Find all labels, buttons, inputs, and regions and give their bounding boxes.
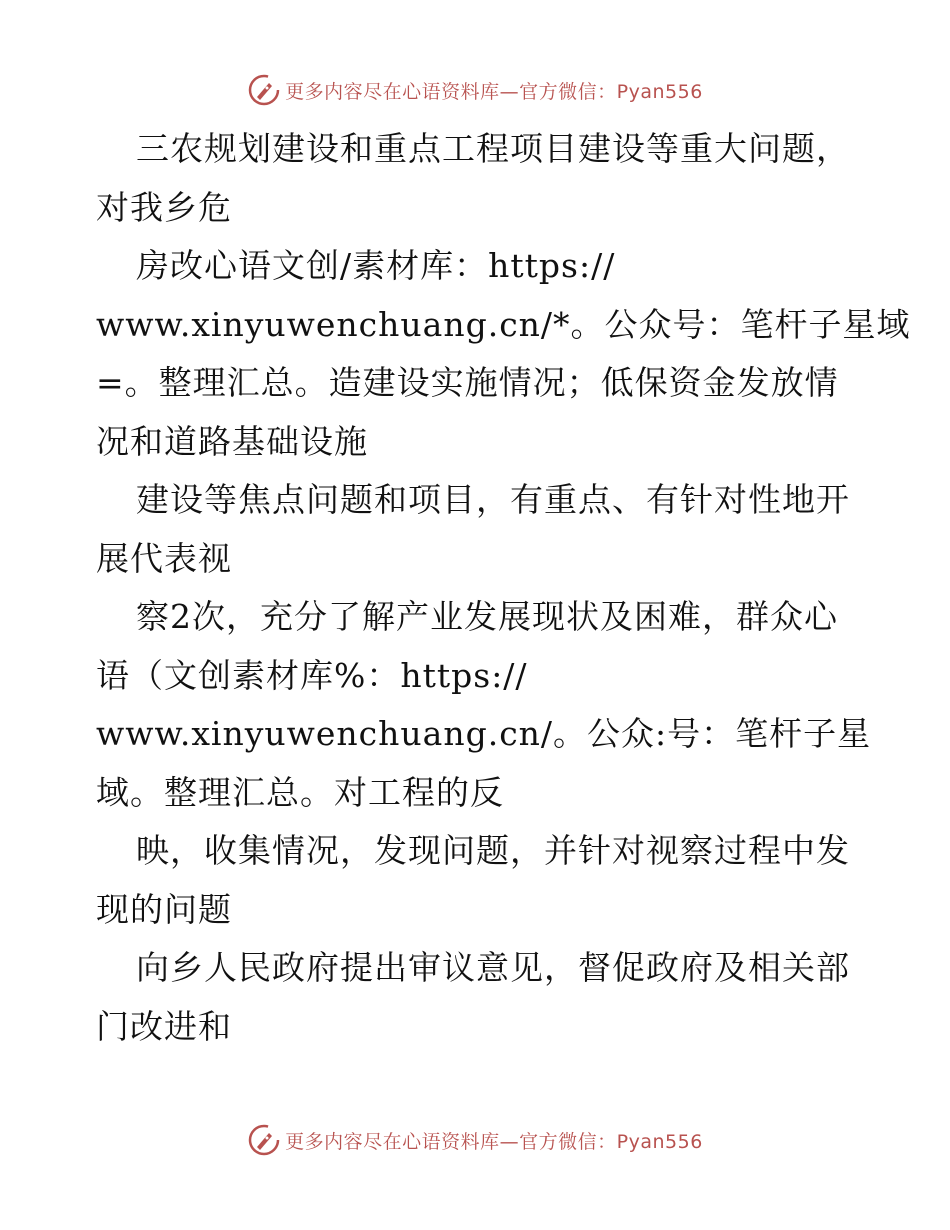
text-line: 察2次，充分了解产业发展现状及困难，群众心	[136, 597, 838, 636]
text-line: 三农规划建设和重点工程项目建设等重大问题，	[136, 129, 850, 168]
text-line: www.xinyuwenchuang.cn/*。公众号：笔杆子星域	[96, 304, 911, 344]
header-banner	[0, 70, 950, 110]
text-line: 房改心语文创/素材库：https://	[136, 246, 616, 285]
text-line: 况和道路基础设施	[96, 421, 368, 461]
footer-banner-text: 更多内容尽在心语资料库—官方微信：Pyan556	[285, 1130, 703, 1153]
header-banner-text: 更多内容尽在心语资料库—官方微信：Pyan556	[285, 80, 703, 103]
text-line: 门改进和	[96, 1006, 232, 1046]
text-line: 映，收集情况，发现问题，并针对视察过程中发	[136, 831, 850, 870]
text-line: 现的问题	[96, 889, 232, 929]
text-line: 语（文创素材库%：https://	[96, 655, 528, 695]
text-line: 展代表视	[96, 538, 232, 578]
pen-nib-logo-icon	[247, 1123, 281, 1157]
document-body	[96, 120, 911, 1056]
text-line: =。整理汇总。造建设实施情况；低保资金发放情	[96, 363, 839, 402]
text-line: www.xinyuwenchuang.cn/。公众:号：笔杆子星	[96, 714, 872, 753]
text-line: 向乡人民政府提出审议意见，督促政府及相关部	[136, 948, 850, 987]
text-line: 建设等焦点问题和项目，有重点、有针对性地开	[136, 480, 850, 519]
text-line: 对我乡危	[96, 187, 232, 227]
pen-nib-logo-icon	[247, 73, 281, 107]
text-line: 域。整理汇总。对工程的反	[96, 772, 504, 812]
footer-banner	[0, 1120, 950, 1160]
